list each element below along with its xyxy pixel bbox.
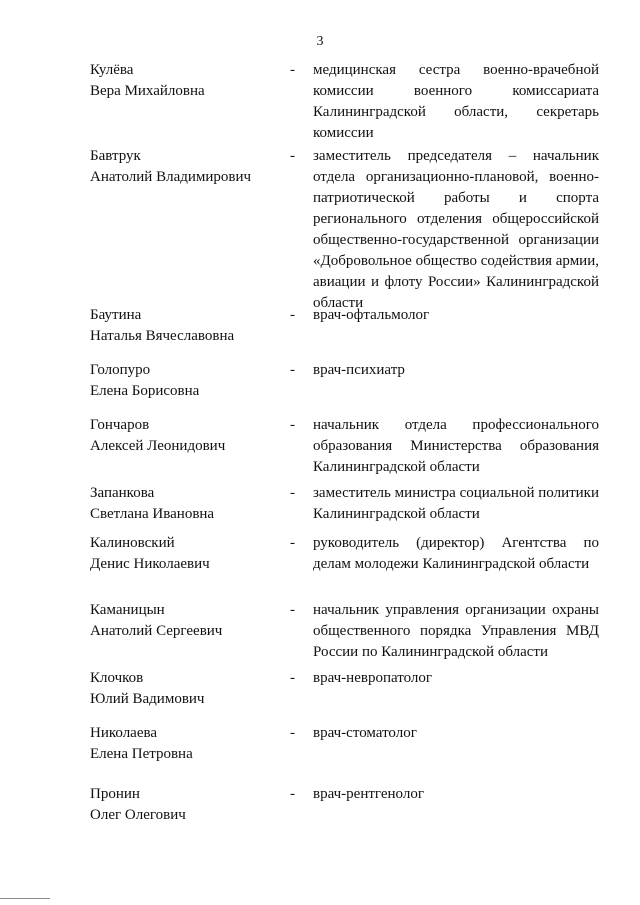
member-given-names: Юлий Вадимович [90, 691, 205, 707]
dash-separator: - [290, 725, 295, 741]
member-role: врач-офтальмолог [313, 307, 430, 323]
member-name [90, 60, 285, 102]
member-surname: Николаева [90, 725, 158, 741]
member-role: начальник отдела профессионального образования Министерства образования Калининградской области [313, 417, 599, 475]
member-role: врач-невропатолог [313, 670, 433, 686]
member-name [90, 784, 285, 826]
footer-divider [0, 898, 50, 899]
dash-separator: - [290, 485, 295, 501]
member-surname: Калиновский [90, 535, 175, 551]
member-name [90, 668, 285, 710]
member-name [90, 483, 285, 525]
member-role: врач-рентгенолог [313, 786, 424, 802]
member-name [90, 723, 285, 765]
dash-separator: - [290, 307, 295, 323]
member-name [90, 600, 285, 642]
dash-separator: - [290, 670, 295, 686]
dash-separator: - [290, 535, 295, 551]
member-given-names: Алексей Леонидович [90, 438, 226, 454]
member-given-names: Денис Николаевич [90, 556, 210, 572]
member-surname: Голопуро [90, 362, 151, 378]
member-role: заместитель министра социальной политики Калининградской области [313, 485, 599, 522]
member-given-names: Елена Борисовна [90, 383, 200, 399]
member-name [90, 533, 285, 575]
member-given-names: Елена Петровна [90, 746, 193, 762]
member-surname: Кулёва [90, 62, 134, 78]
member-name [90, 146, 285, 188]
member-given-names: Анатолий Сергеевич [90, 623, 223, 639]
member-role: начальник управления организации охраны общественного порядка Управления МВД России по Калининградской области [313, 602, 599, 660]
member-role: медицинская сестра военно-врачебной комиссии военного комиссариата Калининградской области, секретарь комиссии [313, 62, 599, 141]
member-given-names: Олег Олегович [90, 807, 186, 823]
member-given-names: Анатолий Владимирович [90, 169, 252, 185]
page-number: 3 [316, 34, 324, 49]
dash-separator: - [290, 786, 295, 802]
member-surname: Клочков [90, 670, 144, 686]
dash-separator: - [290, 602, 295, 618]
member-role: заместитель председателя – начальник отдела организационно-плановой, военно-патриотической работы и спорта регионального отделения общероссийской общественно-государственной организации «Добровольное общество содействия армии, авиации и флоту России» Калининградской области [313, 148, 599, 311]
member-given-names: Светлана Ивановна [90, 506, 215, 522]
member-name [90, 305, 285, 347]
member-role: врач-стоматолог [313, 725, 417, 741]
member-given-names: Вера Михайловна [90, 83, 205, 99]
member-role: врач-психиатр [313, 362, 405, 378]
member-surname: Бавтрук [90, 148, 141, 164]
member-surname: Пронин [90, 786, 140, 802]
dash-separator: - [290, 362, 295, 378]
member-surname: Гончаров [90, 417, 150, 433]
dash-separator: - [290, 417, 295, 433]
member-surname: Баутина [90, 307, 142, 323]
member-role: руководитель (директор) Агентства по делам молодежи Калининградской области [313, 535, 599, 572]
member-surname: Запанкова [90, 485, 155, 501]
dash-separator: - [290, 62, 295, 78]
member-name [90, 415, 285, 457]
member-name [90, 360, 285, 402]
member-surname: Каманицын [90, 602, 165, 618]
dash-separator: - [290, 148, 295, 164]
member-given-names: Наталья Вячеславовна [90, 328, 235, 344]
